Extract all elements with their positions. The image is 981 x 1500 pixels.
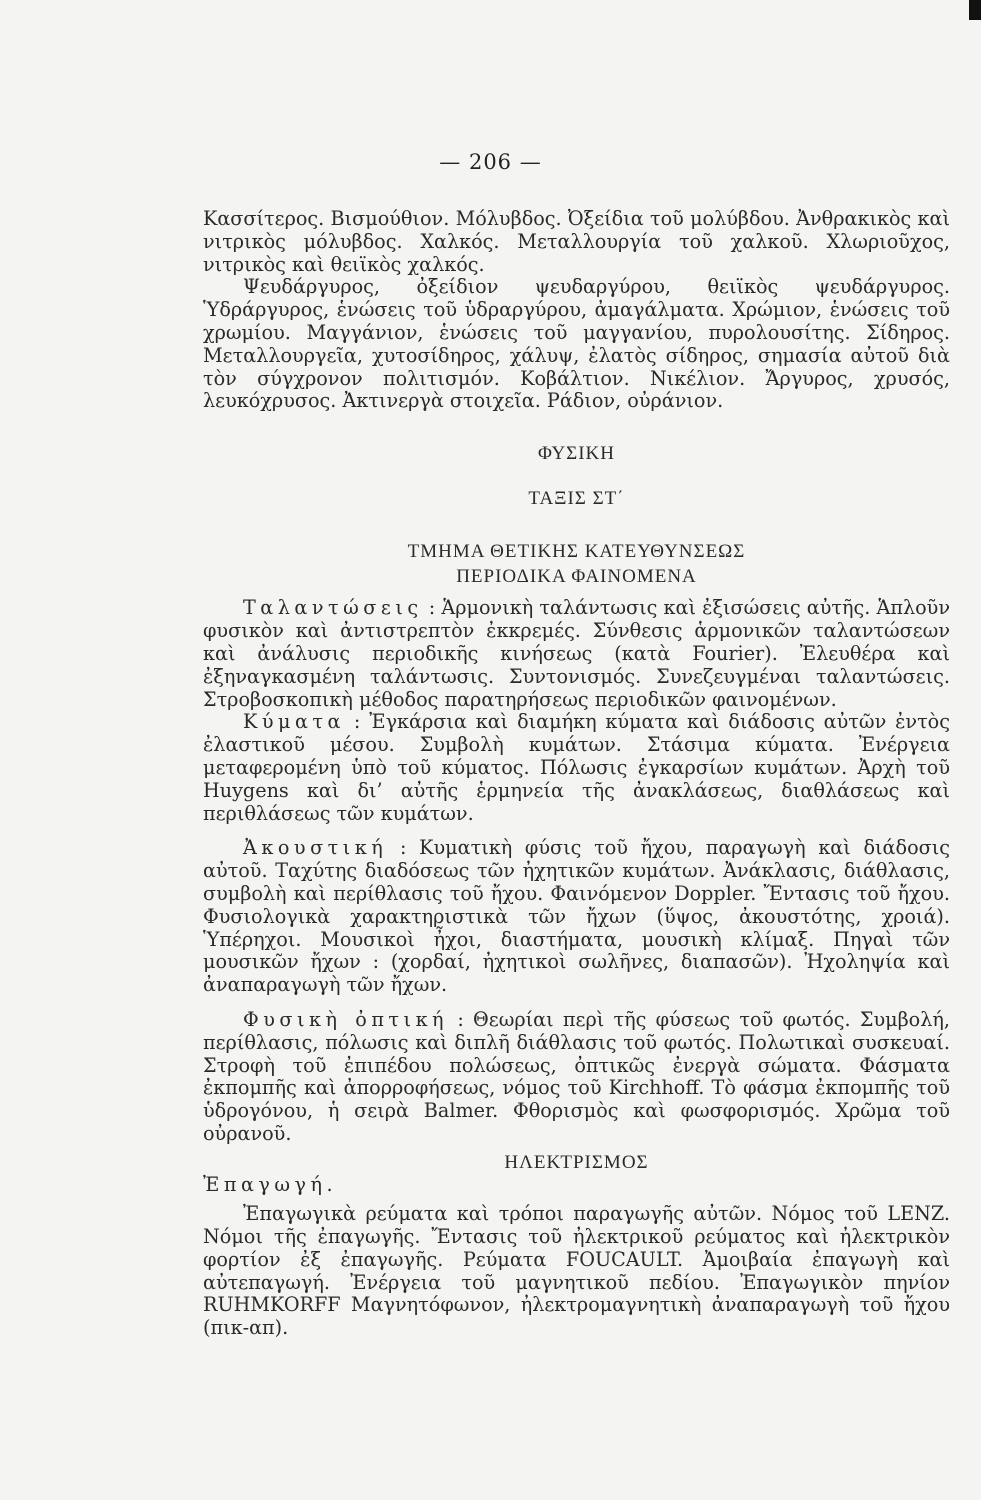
chemistry-paragraph-2: Ψευδάργυρος, ὀξείδιον ψευδαργύρου, θειϊκὸς ψευδάργυρος. Ὑδράργυρος, ἑνώσεις τοῦ ὑδραργύρου, ἀμαγάλματα. Χρώμιον, ἑνώσεις τοῦ χρωμίου. Μαγγάνιον, ἑνώσεις τοῦ μαγγανίου, πυρολουσίτης. Σίδηρος. Μεταλλουργεῖα, χυτοσίδηρος, χάλυψ, ἐλατὸς σίδηρος, σημασία αὐτοῦ διὰ τὸν σύγχρονον πολιτισμόν. Κοβάλτιον. Νικέλιον. Ἄργυρος, χρυσός, λευκόχρυσος. Ἀκτινεργὰ στοιχεῖα. Ράδιον, οὐράνιον.: [203, 275, 950, 413]
section-oscillations-label: Ταλαντώσεις: [243, 596, 423, 620]
section-waves-label: Κύματα: [243, 710, 345, 734]
heading-department: ΤΜΗΜΑ ΘΕΤΙΚΗΣ ΚΑΤΕΥΘΥΝΣΕΩΣ: [407, 540, 746, 562]
section-optics-label: Φυσικὴ ὀπτική: [243, 1007, 449, 1031]
chemistry-paragraph-1: Κασσίτερος. Βισμούθιον. Μόλυβδος. Ὀξείδια τοῦ μολύβδου. Ἀνθρακικὸς καὶ νιτρικὸς μόλυβδος. Χαλκός. Μεταλλουργία τοῦ χαλκοῦ. Χλωριοῦχος, νιτρικὸς καὶ θειϊκὸς χαλκός.: [203, 207, 950, 276]
heading-periodic-phenomena: ΠΕΡΙΟΔΙΚΑ ΦΑΙΝΟΜΕΝΑ: [456, 565, 697, 587]
section-oscillations-text: : Ἁρμονικὴ ταλάντωσις καὶ ἐξισώσεις αὐτῆς. Ἁπλοῦν φυσικὸν καὶ ἀντιστρεπτὸν ἐκκρεμές. Σύνθεσις ἁρμονικῶν ταλαντώσεων καὶ ἀνάλυσις περιοδικῆς κινήσεως (κατὰ Fourier). Ἐλευθέρα καὶ ἐξηναγκασμένη ταλάντωσις. Συντονισμός. Συνεζευγμέναι ταλαντώσεις. Στροβοσκοπικὴ μέθοδος παρατηρήσεως περιοδικῶν φαινομένων.: [203, 596, 951, 711]
section-waves: [203, 711, 950, 825]
scan-edge-mark: [969, 0, 981, 20]
section-acoustics-label: Ἀκουστική: [243, 836, 388, 860]
page-number: — 206 —: [439, 150, 542, 174]
section-induction-text: Ἐπαγωγικὰ ρεύματα καὶ τρόποι παραγωγῆς αὐτῶν. Νόμος τοῦ LENZ. Νόμοι τῆς ἐπαγωγῆς. Ἔντασις τοῦ ἠλεκτρικοῦ ρεύματος καὶ ἠλεκτρικὸν φορτίον ἐξ ἐπαγωγῆς. Ρεύματα FOUCAULT. Ἀμοιβαία ἐπαγωγὴ καὶ αὐτεπαγωγή. Ἐνέργεια τοῦ μαγνητικοῦ πεδίου. Ἐπαγωγικὸν πηνίον RUHMKORFF Μαγνητόφωνον, ἠλεκτρομαγνητικὴ ἀναπαραγωγὴ τοῦ ἤχου (πικ-απ).: [203, 1202, 950, 1340]
page-content: [203, 208, 950, 1340]
section-acoustics-text: : Κυματικὴ φύσις τοῦ ἤχου, παραγωγὴ καὶ διάδοσις αὐτοῦ. Ταχύτης διαδόσεως τῶν ἠχητικῶν κυμάτων. Ἀνάκλασις, διάθλασις, συμβολὴ καὶ περίθλασις τοῦ ἤχου. Φαινόμενον Doppler. Ἔντασις τοῦ ἤχου. Φυσιολογικὰ χαρακτηριστικὰ τῶν ἤχων (ὕψος, ἀκουστότης, χροιά). Ὑπέρηχοι. Μουσικοὶ ἦχοι, διαστήματα, μουσικὴ κλίμαξ. Πηγαὶ τῶν μουσικῶν ἤχων : (χορδαί, ἠχητικοὶ σωλῆνες, διαπασῶν). Ἠχοληψία καὶ ἀναπαραγωγὴ τῶν ἤχων.: [203, 836, 950, 997]
section-oscillations: [203, 597, 950, 711]
section-induction-label-line: [203, 1174, 950, 1197]
heading-electricity: ΗΛΕΚΤΡΙΣΜΟΣ: [504, 1151, 649, 1173]
section-induction-label: Ἐπαγωγή.: [203, 1173, 338, 1197]
heading-physics: ΦΥΣΙΚΗ: [537, 443, 615, 465]
heading-class: ΤΑΞΙΣ ΣΤ΄: [528, 487, 625, 509]
section-waves-text: : Ἐγκάρσια καὶ διαμήκη κύματα καὶ διάδοσις αὐτῶν ἐντὸς ἐλαστικοῦ μέσου. Συμβολὴ κυμάτων. Στάσιμα κύματα. Ἐνέργεια μεταφερομένη ὑπὸ τοῦ κύματος. Πόλωσις ἐγκαρσίων κυμάτων. Ἀρχὴ τοῦ Huygens καὶ δι’ αὐτῆς ἑρμηνεία τῆς ἀνακλάσεως, διαθλάσεως καὶ περιθλάσεως τῶν κυμάτων.: [203, 710, 950, 825]
section-optics-text: : Θεωρίαι περὶ τῆς φύσεως τοῦ φωτός. Συμβολή, περίθλασις, πόλωσις καὶ διπλῆ διάθλασις τοῦ φωτός. Πολωτικαὶ συσκευαί. Στροφὴ τοῦ ἐπιπέδου πολώσεως, ὀπτικῶς ἐνεργὰ σώματα. Φάσματα ἐκπομπῆς καὶ ἀπορροφήσεως, νόμος τοῦ Kirchhoff. Τὸ φάσμα ἐκπομπῆς τοῦ ὑδρογόνου, ἡ σειρὰ Balmer. Φθορισμὸς καὶ φωσφορισμός. Χρῶμα τοῦ οὐρανοῦ.: [203, 1007, 950, 1145]
section-optics: [203, 1009, 950, 1146]
section-acoustics: [203, 837, 950, 997]
